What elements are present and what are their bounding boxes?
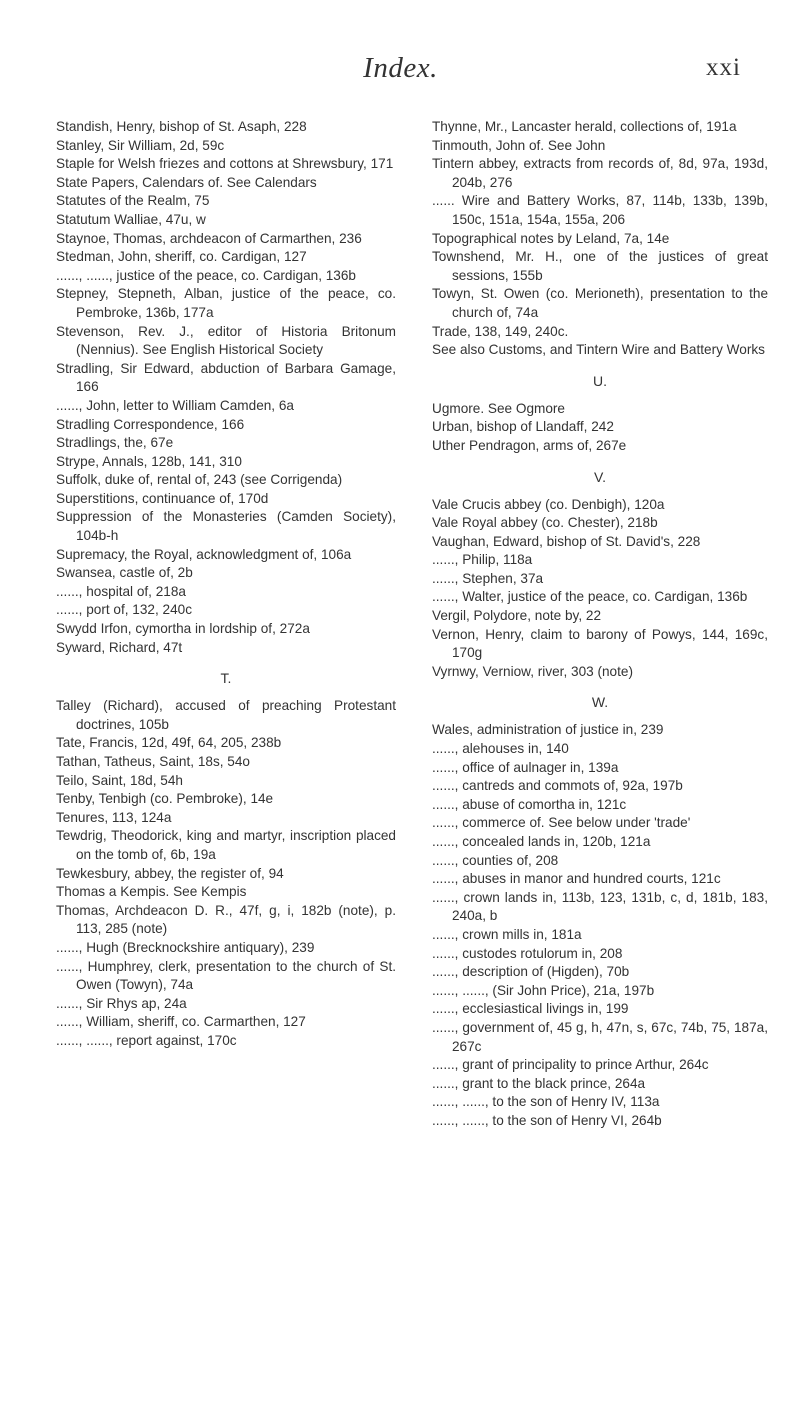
index-entry: ......, alehouses in, 140	[432, 741, 569, 757]
index-entry: Vergil, Polydore, note by, 22	[432, 608, 602, 624]
index-entry: Stradling Correspondence, 166	[56, 416, 245, 432]
index-entry: ......, abuses in manor and hundred courts, 121c	[432, 871, 721, 887]
index-entry: ......, concealed lands in, 120b, 121a	[432, 834, 651, 849]
index-entry: Stevenson, Rev. J., editor of Historia Britonum (Nennius). See English Historical Society	[56, 323, 396, 358]
index-column-left	[56, 118, 396, 1051]
index-entry: Tenby, Tenbigh (co. Pembroke), 14e	[56, 791, 274, 807]
index-entry: Tathan, Tatheus, Saint, 18s, 54o	[56, 754, 250, 769]
index-entry: Townshend, Mr. H., one of the justices of great sessions, 155b	[432, 249, 768, 283]
index-entry: Vernon, Henry, claim to barony of Powys, 144, 169c, 170g	[432, 626, 768, 661]
section-letter: U.	[593, 372, 607, 389]
index-entry: ......, custodes rotulorum in, 208	[432, 945, 623, 961]
index-entry: ......, Walter, justice of the peace, co. Cardigan, 136b	[432, 589, 748, 605]
index-entry: ......, ......, to the son of Henry VI, 264b	[432, 1112, 662, 1128]
index-entry: Superstitions, continuance of, 170d	[56, 490, 269, 506]
index-entry: Statutum Walliae, 47u, w	[56, 211, 206, 227]
index-entry: Vyrnwy, Verniow, river, 303 (note)	[432, 663, 633, 679]
index-entry: State Papers, Calendars of. See Calendars	[56, 174, 317, 190]
index-entry: Tenures, 113, 124a	[56, 809, 172, 825]
index-entry: ......, crown lands in, 113b, 123, 131b, c, d, 181b, 183, 240a, b	[432, 889, 768, 924]
section-letter: V.	[594, 468, 606, 485]
index-entry: Stanley, Sir William, 2d, 59c	[56, 137, 225, 153]
index-entry: ......, crown mills in, 181a	[432, 926, 582, 942]
index-entry: ......, grant of principality to prince Arthur, 264c	[432, 1057, 709, 1073]
index-entry: Staynoe, Thomas, archdeacon of Carmarthen, 236	[56, 230, 362, 246]
running-title: Index.	[363, 52, 438, 84]
index-entry: Swydd Irfon, cymortha in lordship of, 272a	[56, 621, 310, 637]
index-entry: Vale Royal abbey (co. Chester), 218b	[432, 515, 658, 531]
index-entry: ......, ecclesiastical livings in, 199	[432, 1001, 629, 1017]
index-entry: ......, commerce of. See below under 'trade'	[432, 815, 691, 831]
index-entry: Teilo, Saint, 18d, 54h	[56, 772, 183, 788]
index-entry: Ugmore. See Ogmore	[432, 400, 565, 416]
index-entry: Supremacy, the Royal, acknowledgment of, 106a	[56, 546, 352, 562]
index-entry: ......, grant to the black prince, 264a	[432, 1075, 646, 1091]
index-entry: Thynne, Mr., Lancaster herald, collections of, 191a	[432, 119, 737, 134]
index-entry: Tate, Francis, 12d, 49f, 64, 205, 238b	[56, 735, 282, 751]
index-entry: ......, port of, 132, 240c	[56, 602, 193, 618]
index-entry: ......, ......, to the son of Henry IV, 113a	[432, 1094, 660, 1110]
index-entry: ......, government of, 45 g, h, 47n, s, 67c, 74b, 75, 187a, 267c	[432, 1019, 768, 1054]
section-letter: W.	[591, 694, 609, 711]
index-entry: ......, William, sheriff, co. Carmarthen, 127	[56, 1014, 306, 1030]
index-entry: Stedman, John, sheriff, co. Cardigan, 127	[56, 249, 307, 265]
index-entry: ......, ......, (Sir John Price), 21a, 197b	[432, 982, 655, 998]
index-entry: ......, Philip, 118a	[432, 552, 533, 568]
index-entry: Suffolk, duke of, rental of, 243 (see Corrigenda)	[56, 472, 343, 488]
index-entry: ......, description of (Higden), 70b	[432, 964, 630, 980]
index-column-right	[432, 118, 768, 1131]
index-entry: ......, Hugh (Brecknockshire antiquary), 239	[56, 939, 315, 955]
index-entry: ......, ......, justice of the peace, co. Cardigan, 136b	[56, 267, 356, 283]
index-entry: Stradlings, the, 67e	[56, 435, 174, 451]
index-entry: Suppression of the Monasteries (Camden Society), 104b-h	[56, 509, 396, 544]
page-header	[0, 50, 801, 90]
index-entry: Tewdrig, Theodorick, king and martyr, inscription placed on the tomb of, 6b, 19a	[56, 828, 396, 862]
section-letter: T.	[220, 670, 232, 687]
index-entry: ......, cantreds and commots of, 92a, 197b	[432, 778, 683, 794]
index-entry: Topographical notes by Leland, 7a, 14e	[432, 230, 670, 246]
index-entry: Thomas a Kempis. See Kempis	[56, 884, 247, 900]
index-entry: Towyn, St. Owen (co. Merioneth), presentation to the church of, 74a	[432, 286, 768, 320]
index-entry: ......, ......, report against, 170c	[56, 1032, 237, 1048]
index-entry: Tintern abbey, extracts from records of, 8d, 97a, 193d, 204b, 276	[432, 156, 768, 190]
page-number: xxi	[706, 54, 741, 81]
index-entry: Uther Pendragon, arms of, 267e	[432, 437, 627, 453]
index-entry: Standish, Henry, bishop of St. Asaph, 228	[56, 119, 307, 134]
index-entry: ...... Wire and Battery Works, 87, 114b, 133b, 139b, 150c, 151a, 154a, 155a, 206	[432, 193, 768, 227]
index-entry: Urban, bishop of Llandaff, 242	[432, 419, 614, 435]
index-entry: ......, Humphrey, clerk, presentation to the church of St. Owen (Towyn), 74a	[56, 958, 396, 993]
index-entry: Trade, 138, 149, 240c.	[432, 323, 569, 339]
index-entry: Tinmouth, John of. See John	[432, 137, 606, 153]
index-entry: See also Customs, and Tintern Wire and Battery Works	[432, 342, 765, 358]
index-entry: ......, Stephen, 37a	[432, 570, 544, 586]
index-entry: ......, abuse of comortha in, 121c	[432, 796, 627, 812]
index-entry: Stepney, Stepneth, Alban, justice of the peace, co. Pembroke, 136b, 177a	[56, 286, 396, 320]
index-entry: ......, office of aulnager in, 139a	[432, 759, 619, 775]
index-entry: Stradling, Sir Edward, abduction of Barbara Gamage, 166	[56, 360, 396, 395]
index-entry: Syward, Richard, 47t	[56, 639, 183, 655]
index-entry: ......, hospital of, 218a	[56, 583, 186, 599]
index-entry: Wales, administration of justice in, 239	[432, 722, 664, 738]
index-entry: Thomas, Archdeacon D. R., 47f, g, i, 182b (note), p. 113, 285 (note)	[56, 902, 396, 937]
index-entry: Vale Crucis abbey (co. Denbigh), 120a	[432, 496, 665, 512]
index-entry: ......, John, letter to William Camden, 6a	[56, 397, 294, 413]
index-entry: ......, Sir Rhys ap, 24a	[56, 995, 187, 1011]
index-entry: Talley (Richard), accused of preaching Protestant doctrines, 105b	[56, 698, 396, 732]
index-entry: Swansea, castle of, 2b	[56, 565, 193, 581]
index-entry: Statutes of the Realm, 75	[56, 193, 210, 209]
index-entry: Vaughan, Edward, bishop of St. David's, 228	[432, 533, 701, 549]
index-entry: Staple for Welsh friezes and cottons at Shrewsbury, 171	[56, 156, 394, 172]
index-entry: Tewkesbury, abbey, the register of, 94	[56, 865, 284, 881]
index-entry: Strype, Annals, 128b, 141, 310	[56, 453, 242, 469]
index-entry: ......, counties of, 208	[432, 852, 559, 868]
